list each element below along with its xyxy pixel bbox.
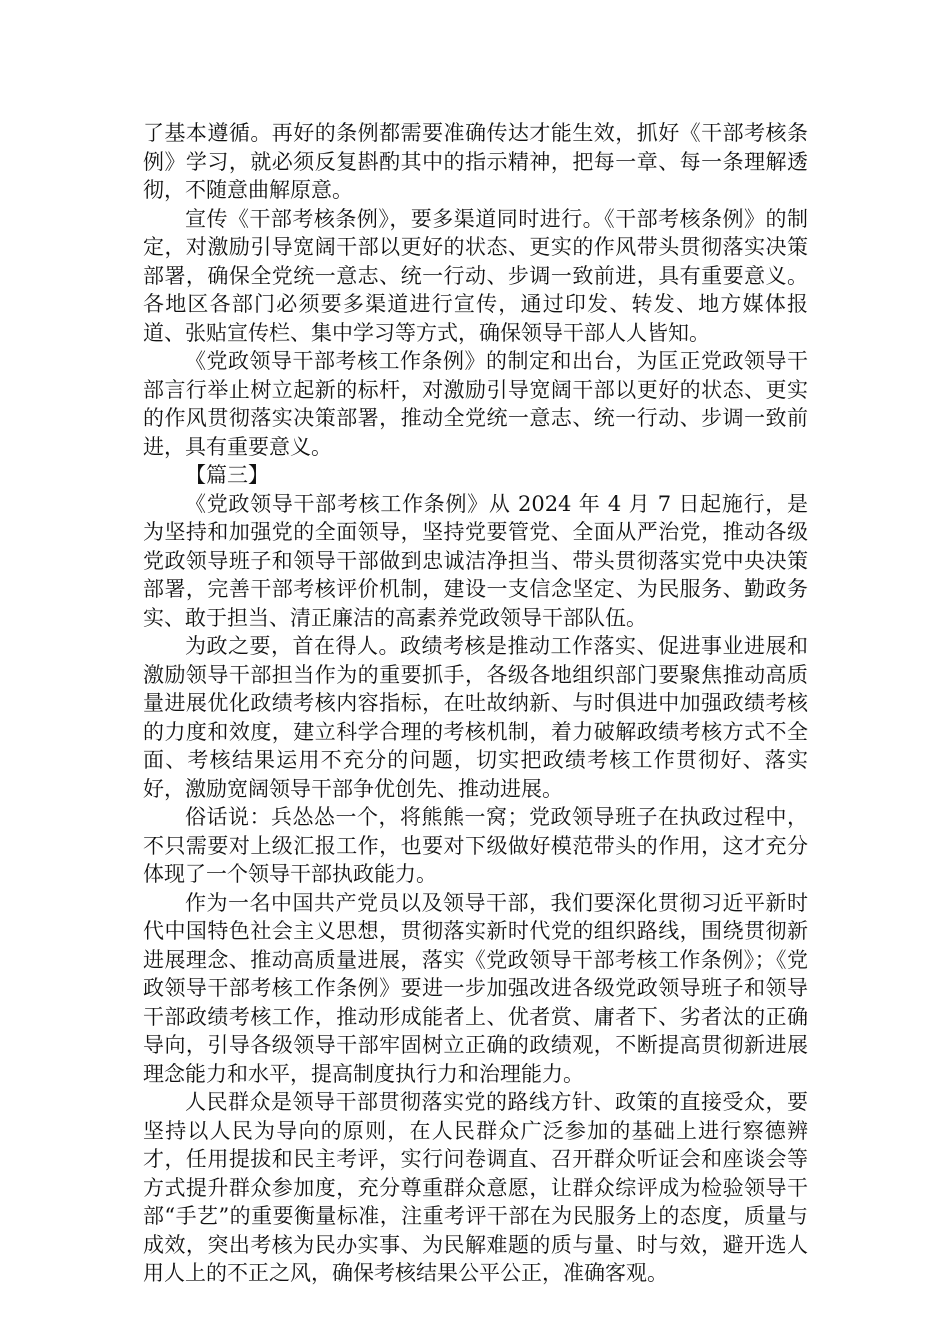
paragraph-party-member: 作为一名中国共产党员以及领导干部，我们要深化贯彻习近平新时代中国特色社会主义思想，贯彻落实新时代党的组织路线，围绕贯彻新进展理念、推动高质量进展，落实《党政领导干部考核工作条例》；《党政领导干部考核工作条例》要进一步加强改进各级党政领导班子和领导干部政绩考核工作，推动形成能者上、优者赏、庸者下、劣者汰的正确导向，引导各级领导干部牢固树立正确的政绩观，不断提高贯彻新进展理念能力和水平，提高制度执行力和治理能力。 [143,890,808,1086]
paragraph-implementation: 《党政领导干部考核工作条例》从 2024 年 4 月 7 日起施行，是为坚持和加强党的全面领导，坚持党要管党、全面从严治党，推动各级党政领导班子和领导干部做到忠诚洁净担当、带头贯彻落实党中央决策部署，完善干部考核评价机制，建设一支信念坚定、为民服务、勤政务实、敢于担当、清正廉洁的高素养党政领导干部队伍。 [143,491,808,630]
paragraph-proverb: 俗话说：兵怂怂一个，将熊熊一窝；党政领导班子在执政过程中，不只需要对上级汇报工作，也要对下级做好模范带头的作用，这才充分体现了一个领导干部执政能力。 [143,805,808,886]
document-body [143,119,808,1288]
paragraph-significance: 《党政领导干部考核工作条例》的制定和出台，为匡正党政领导干部言行举止树立起新的标杆，对激励引导宽阔干部以更好的状态、更实的作风贯彻落实决策部署，推动全党统一意志、统一行动、步调一致前进，具有重要意义。 [143,349,808,459]
paragraph-performance-assessment: 为政之要，首在得人。政绩考核是推动工作落实、促进事业进展和激励领导干部担当作为的重要抓手，各级各地组织部门要聚焦推动高质量进展优化政绩考核内容指标，在吐故纳新、与时俱进中加强政绩考核的力度和效度，建立科学合理的考核机制，着力破解政绩考核方式不全面、考核结果运用不充分的问题，切实把政绩考核工作贯彻好、落实好，激励宽阔领导干部争优创先、推动进展。 [143,634,808,801]
paragraph-continuation: 了基本遵循。再好的条例都需要准确传达才能生效，抓好《干部考核条例》学习，就必须反复斟酌其中的指示精神，把每一章、每一条理解透彻，不随意曲解原意。 [143,121,808,202]
section-heading-part-three: 【篇三】 [185,463,269,487]
paragraph-publicity: 宣传《干部考核条例》，要多渠道同时进行。《干部考核条例》的制定，对激励引导宽阔干部以更好的状态、更实的作风带头贯彻落实决策部署，确保全党统一意志、统一行动、步调一致前进，具有重要意义。各地区各部门必须要多渠道进行宣传，通过印发、转发、地方媒体报道、张贴宣传栏、集中学习等方式，确保领导干部人人皆知。 [143,206,808,345]
paragraph-people: 人民群众是领导干部贯彻落实党的路线方针、政策的直接受众，要坚持以人民为导向的原则，在人民群众广泛参加的基础上进行察德辨才，任用提拔和民主考评，实行问卷调直、召开群众听证会和座谈会等方式提升群众参加度，充分尊重群众意愿，让群众综评成为检验领导干部“手艺”的重要衡量标准，注重考评干部在为民服务上的态度，质量与成效，突出考核为民办实事、为民解难题的质与量、时与效，避开选人用人上的不正之风，确保考核结果公平公正，准确客观。 [143,1090,808,1285]
